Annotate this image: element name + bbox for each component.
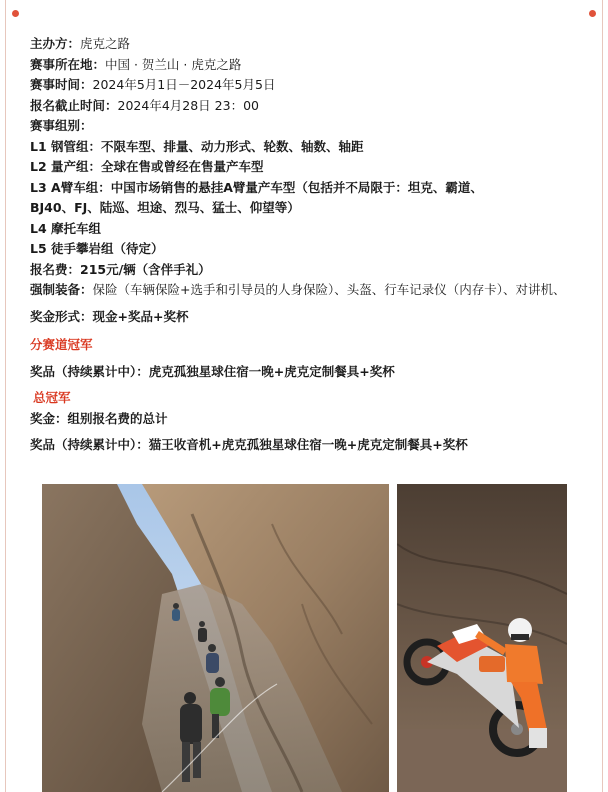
decor-dot-left — [12, 10, 19, 17]
groups-heading: 赛事组别： — [30, 118, 93, 133]
group-item-l3-cont: BJ40、FJ、陆巡、坦途、烈马、猛士、仰望等） — [30, 200, 300, 215]
group-item-l1: L1 钢管组：不限车型、排量、动力形式、轮数、轴数、轴距 — [30, 138, 364, 154]
venue-label: 赛事所在地： — [30, 56, 106, 72]
group-item-l4: L4 摩托车组 — [30, 220, 102, 236]
stage-champion-prize-row — [30, 362, 582, 383]
overall-champion-bonus-row — [30, 409, 582, 430]
group-item-l3: L3 A臂车组：中国市场销售的悬挂A臂量产车型（包括并不局限于：坦克、霸道、 — [30, 179, 483, 195]
overall-champion-bonus-value: 组别报名费的总计 — [67, 410, 168, 426]
left-border — [5, 0, 6, 792]
stage-champion-prize-value: 虎克孤独星球住宿一晚+虎克定制餐具+奖杯 — [148, 363, 395, 379]
event-time-label: 赛事时间： — [30, 77, 93, 92]
event-time-row — [30, 75, 582, 96]
deadline-label: 报名截止时间： — [30, 97, 118, 113]
group-item-l5: L5 徒手攀岩组（待定） — [30, 241, 164, 256]
canyon-climbing-photo — [42, 484, 389, 792]
fee-label: 报名费： — [30, 261, 81, 277]
fee-row — [30, 260, 582, 281]
group-item-l2: L2 量产组：全球在售或曾经在售量产车型 — [30, 159, 264, 174]
overall-champion-prize-row — [30, 435, 582, 456]
right-border — [602, 0, 603, 792]
fee-value: 215元/辆（含伴手礼） — [80, 261, 211, 277]
dirt-bike-photo — [397, 484, 567, 792]
equipment-value: 保险（车辆保险+选手和引导员的人身保险）、头盔、行车记录仪（内存卡）、对讲机、 — [92, 282, 566, 297]
overall-champion-prize-label: 奖品（持续累计中）： — [30, 437, 149, 452]
prize-form-row — [30, 307, 582, 328]
stage-champion-title: 分赛道冠军 — [30, 337, 93, 352]
deadline-row — [30, 96, 582, 117]
organizer-label: 主办方： — [30, 36, 81, 51]
overall-champion-bonus-label: 奖金： — [30, 410, 68, 426]
venue-row — [30, 55, 582, 76]
overall-champion-prize-value: 猫王收音机+虎克孤独星球住宿一晚+虎克定制餐具+奖杯 — [148, 437, 468, 452]
overall-champion-title: 总冠军 — [33, 390, 71, 405]
venue-value: 中国 · 贺兰山 · 虎克之路 — [105, 56, 242, 72]
equipment-label: 强制装备： — [30, 282, 93, 297]
prize-form-label: 奖金形式： — [30, 308, 93, 324]
deadline-value: 2024年4月28日 23：00 — [117, 97, 259, 113]
event-time-value: 2024年5月1日－2024年5月5日 — [92, 77, 276, 92]
prize-form-value: 现金+奖品+奖杯 — [92, 308, 189, 324]
organizer-value: 虎克之路 — [80, 36, 131, 51]
page-top-border — [0, 0, 608, 22]
organizer-row — [30, 34, 582, 55]
equipment-row — [30, 280, 582, 301]
decor-dot-right — [589, 10, 596, 17]
stage-champion-prize-label: 奖品（持续累计中）： — [30, 363, 149, 379]
event-info — [30, 34, 582, 456]
